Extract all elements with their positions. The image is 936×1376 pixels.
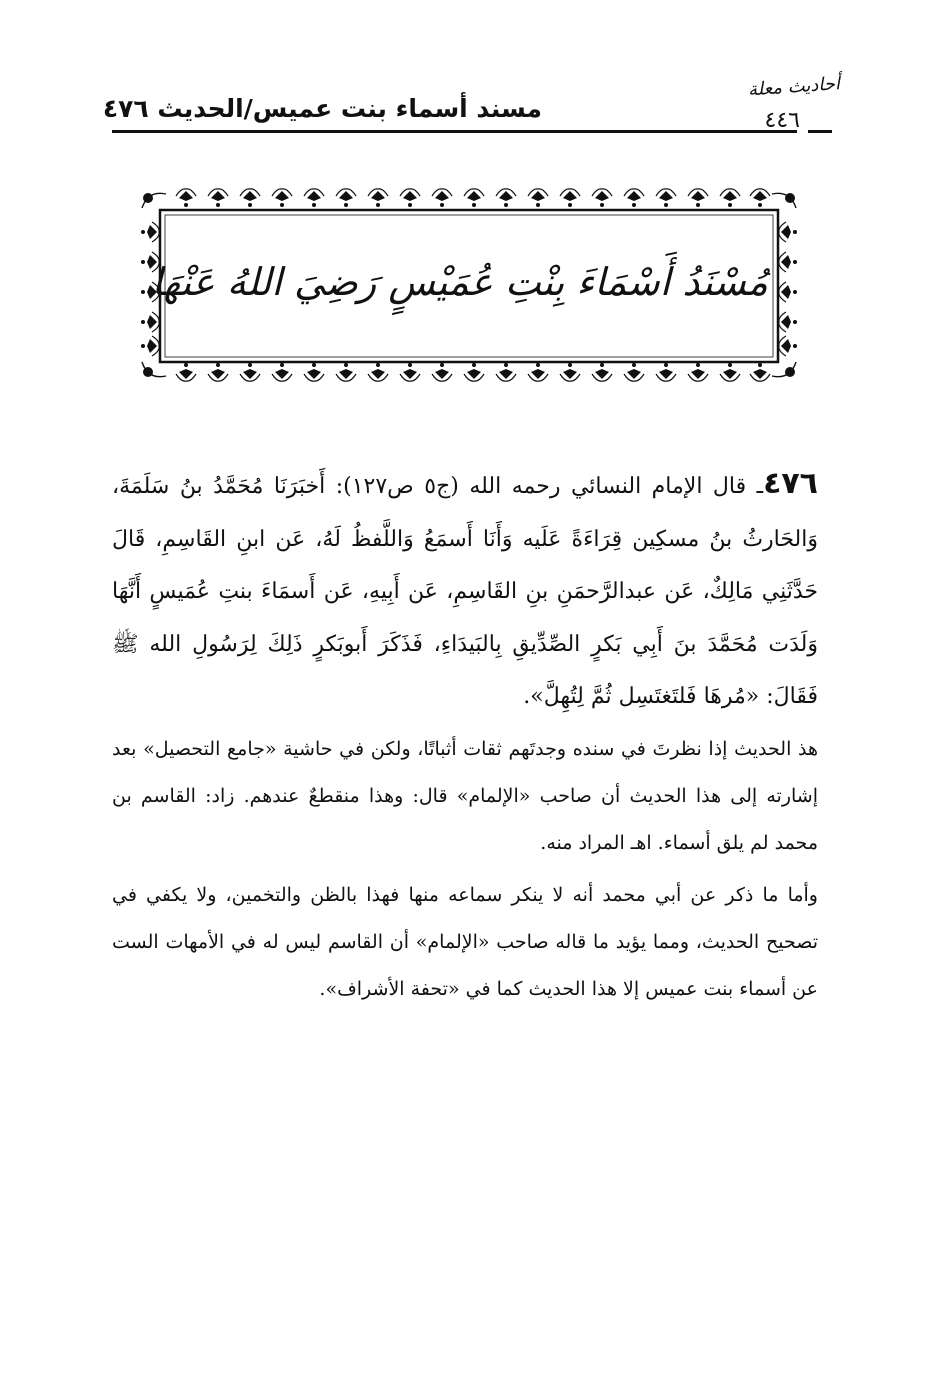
section-title: مُسْنَدُ أَسْمَاءَ بِنْتِ عُمَيْسٍ رَضِيَ اللهُ عَنْهَا — [151, 260, 768, 304]
header-rule — [112, 130, 797, 133]
page-number: ٤٤٦ — [764, 108, 800, 133]
hadith-text: قال الإمام النسائي رحمه الله (ج٥ ص١٢٧): أَخبَرَنَا مُحَمَّدُ بنُ سَلَمَةَ، وَالحَارثُ بنُ مسكِين قِرَاءَةً عَلَيه وَأَنَا أَسمَعُ وَاللَّفظُ لَهُ، عَن ابنِ القَاسِمِ، قَالَ حَدَّثَنِي مَالِكٌ، عَن عبدالرَّحمَنِ بنِ القَاسِمِ، عَن أَبِيهِ، عَن أَسمَاءَ بنتِ عُمَيسٍ أَنَّهَا وَلَدَت مُحَمَّدَ بنَ أَبِي بَكرٍ الصِّدِّيقِ بِالبَيدَاءِ، فَذَكَرَ أَبوبَكرٍ ذَلِكَ لِرَسُولِ الله ﷺ فَقَالَ: «مُرهَا فَلتَغتَسِل ثُمَّ لِتُهِلَّ». — [112, 474, 818, 709]
hadith-dash: ـ — [756, 474, 764, 499]
hadith-number: ٤٧٦ — [763, 466, 818, 501]
commentary-paragraph-1: هذ الحديث إذا نظرتَ في سنده وجدتَهم ثقات أثباتًا، ولكن في حاشية «جامع التحصيل» بعد إشارته إلى هذا الحديث أن صاحب «الإلمام» قال: وهذا منقطعٌ عندهم. زاد: القاسم بن محمد لم يلق أسماء. اهـ المراد منه. — [112, 738, 818, 854]
header-rule-short — [808, 130, 832, 133]
hadith-paragraph — [112, 458, 818, 724]
commentary-paragraph-2: وأما ما ذكر عن أبي محمد أنه لا ينكر سماعه منها فهذا بالظن والتخمين، ولا يكفي في تصحيح الحديث، ومما يؤيد ما قاله صاحب «الإلمام» أن القاسم ليس له في الأمهات الست عن أسماء بنت عميس إلا هذا الحديث كما في «تحفة الأشراف». — [112, 884, 818, 1000]
running-header-title: مسند أسماء بنت عميس/الحديث ٤٧٦ — [102, 94, 542, 123]
margin-handwritten-note: أحاديث معلة — [747, 73, 841, 101]
